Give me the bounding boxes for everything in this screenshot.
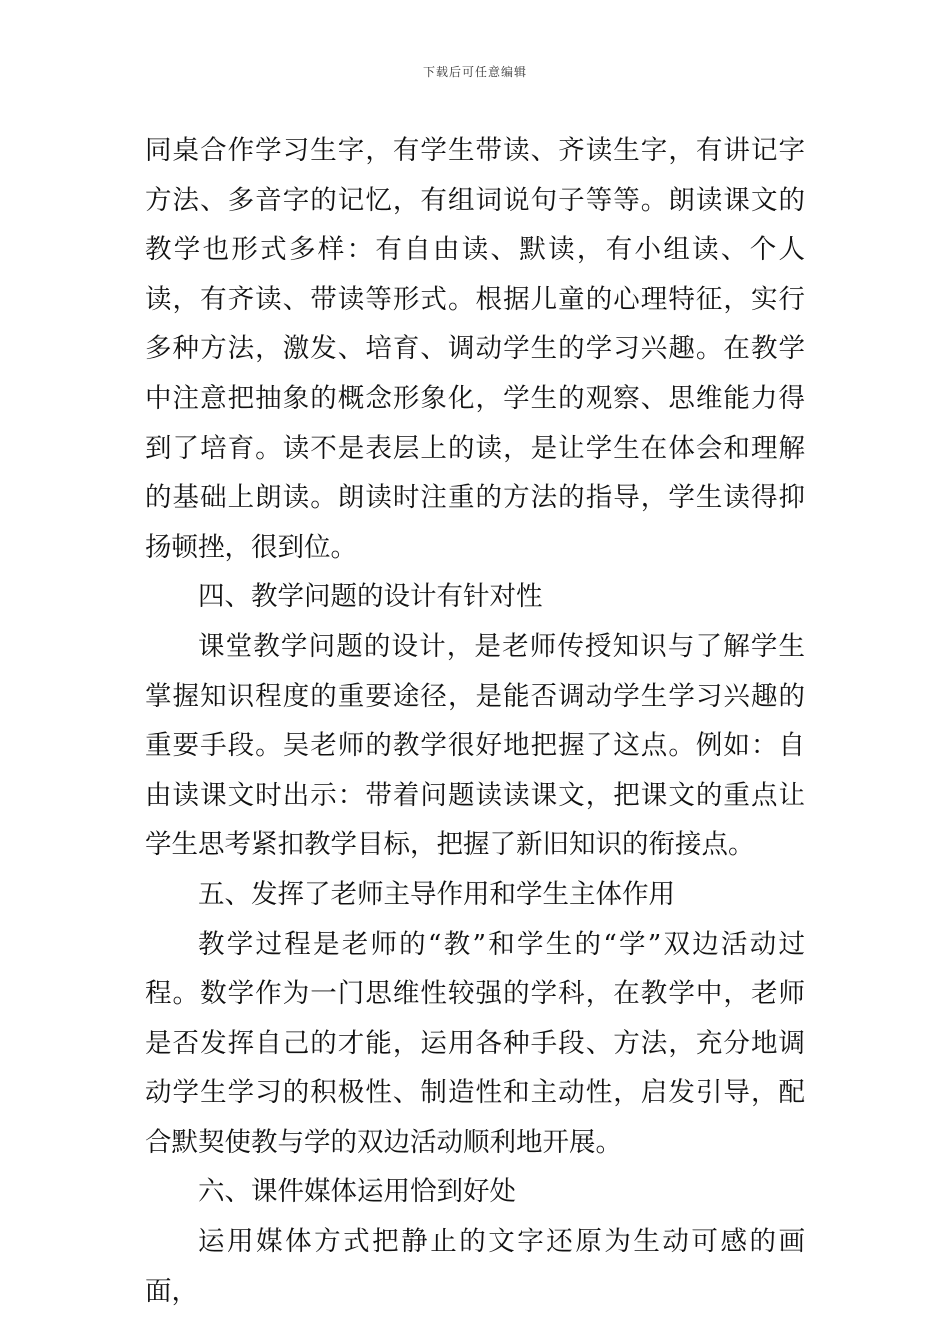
paragraph-continuation: 同桌合作学习生字，有学生带读、齐读生字，有讲记字方法、多音字的记忆，有组词说句子等等。朗读课文的教学也形式多样：有自由读、默读，有小组读、个人读，有齐读、带读等形式。根据儿童的心理特征，实行多种方法，激发、培育、调动学生的学习兴趣。在教学中注意把抽象的概念形象化，学生的观察、思维能力得到了培育。读不是表层上的读，是让学生在体会和理解的基础上朗读。朗读时注重的方法的指导，学生读得抑扬顿挫，很到位。 (145, 135, 805, 563)
paragraph-media-use: 运用媒体方式把静止的文字还原为生动可感的画面， (145, 1226, 805, 1307)
document-body (145, 126, 805, 1316)
paragraph-teaching-process: 教学过程是老师的“教”和学生的“学”双边活动过程。数学作为一门思维性较强的学科，在教学中，老师是否发挥自己的才能，运用各种手段、方法，充分地调动学生学习的积极性、制造性和主动性，启发引导，配合默契使教与学的双边活动顺利地开展。 (145, 928, 805, 1158)
section-heading-6: 六、课件媒体运用恰到好处 (198, 1176, 516, 1208)
paragraph-question-design: 课堂教学问题的设计，是老师传授知识与了解学生掌握知识程度的重要途径，是能否调动学生学习兴趣的重要手段。吴老师的教学很好地把握了这点。例如：自由读课文时出示：带着问题读读课文，把课文的重点让学生思考紧扣教学目标，把握了新旧知识的衔接点。 (145, 630, 805, 861)
section-heading-4: 四、教学问题的设计有针对性 (198, 581, 543, 613)
section-heading-5: 五、发挥了老师主导作用和学生主体作用 (198, 878, 675, 910)
page-header: 下载后可任意编辑 (422, 65, 527, 79)
